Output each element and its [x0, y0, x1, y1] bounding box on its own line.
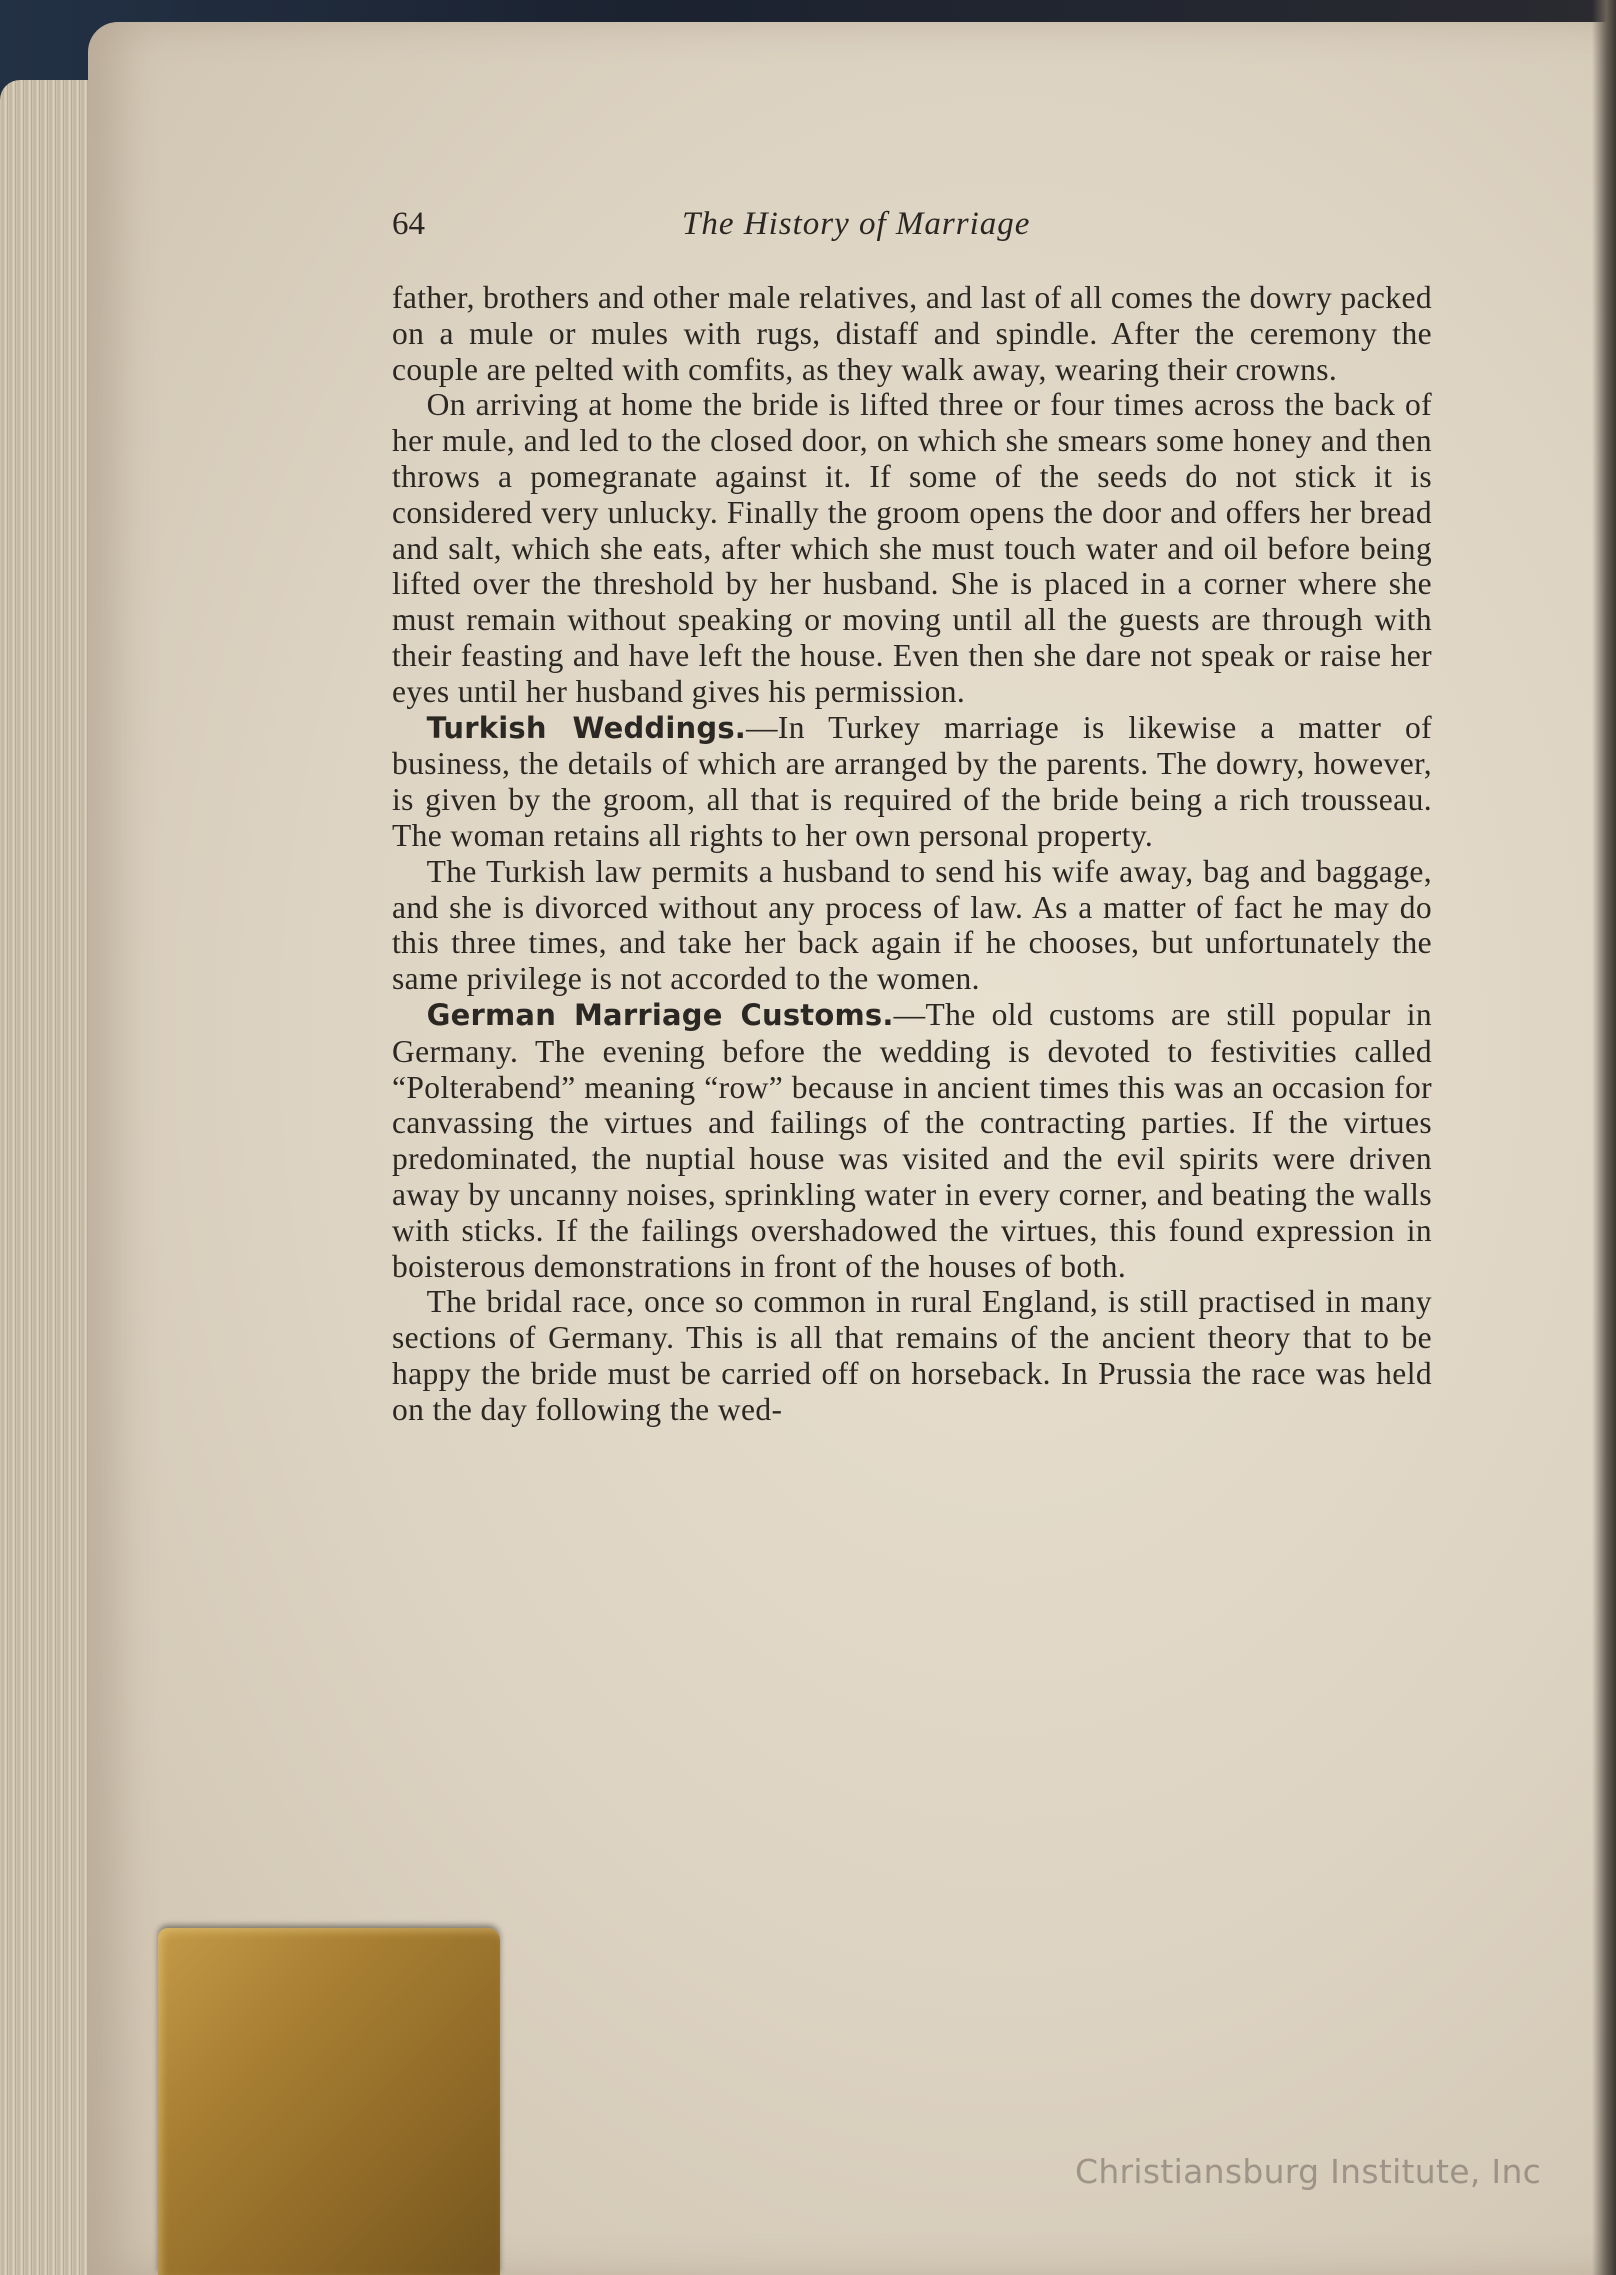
paragraph-text: —In Turkey marriage is likewise a matter of business, the details of which are arranged by the parents. The dowry, however, is given by the groom, all that is required of the bride being a rich trousseau. The woman retains all rights to her own personal property. — [392, 709, 1432, 853]
paragraph-6 — [392, 1284, 1432, 1427]
section-heading-turkish-weddings: Turkish Weddings. — [426, 710, 747, 745]
page-number: 64 — [392, 206, 425, 242]
page-header — [392, 206, 1432, 256]
paragraph-text: The Turkish law permits a husband to send his wife away, bag and baggage, and she is divorced without any process of law. As a matter of fact he may do this three times, and take her back again if he chooses, but unfortunately the same privilege is not accorded to the women. — [392, 853, 1432, 997]
paragraph-text: father, brothers and other male relatives, and last of all comes the dowry packed on a mule or mules with rugs, distaff and spindle. After the ceremony the couple are pelted with comfits, as they walk away, wearing their crowns. — [392, 280, 1432, 387]
book-right-edge — [1592, 0, 1616, 2275]
running-title: The History of Marriage — [682, 206, 1031, 242]
section-heading-german-customs: German Marriage Customs. — [426, 997, 894, 1032]
brass-page-holder — [158, 1928, 500, 2275]
paragraph-text: —The old customs are still popular in Germany. The evening before the wedding is devoted to festivities called “Polterabend” meaning “row” because in ancient times this was an occasion for canvassing the virtues and failings of the contracting parties. If the virtues predominated, the nuptial house was visited and the evil spirits were driven away by uncanny noises, sprinkling water in every corner, and beating the walls with sticks. If the failings overshadowed the virtues, this found expression in boisterous demonstrations in front of the houses of both. — [392, 996, 1432, 1284]
paragraph-2 — [392, 387, 1432, 709]
paragraph-text: The bridal race, once so common in rural England, is still practised in many sections of Germany. This is all that remains of the ancient theory that to be happy the bride must be carried off on horseback. In Prussia the race was held on the day following the wed- — [392, 1284, 1432, 1427]
paragraph-text: On arriving at home the bride is lifted three or four times across the back of her mule, and led to the closed door, on which she smears some honey and then throws a pomegranate against it. If some of the seeds do not stick it is considered very unlucky. Finally the groom opens the door and offers her bread and salt, which she eats, after which she must touch water and oil before being lifted over the threshold by her husband. She is placed in a corner where she must remain without speaking or moving until all the guests are through with their feasting and have left the house. Even then she dare not speak or raise her eyes until her husband gives his permission. — [392, 387, 1432, 709]
watermark: Christiansburg Institute, Inc — [1075, 2152, 1542, 2191]
body-text — [392, 280, 1432, 1428]
paragraph-german-customs — [392, 997, 1432, 1284]
paragraph-turkish-weddings — [392, 710, 1432, 854]
paragraph-4 — [392, 854, 1432, 997]
paragraph-1 — [392, 280, 1432, 387]
